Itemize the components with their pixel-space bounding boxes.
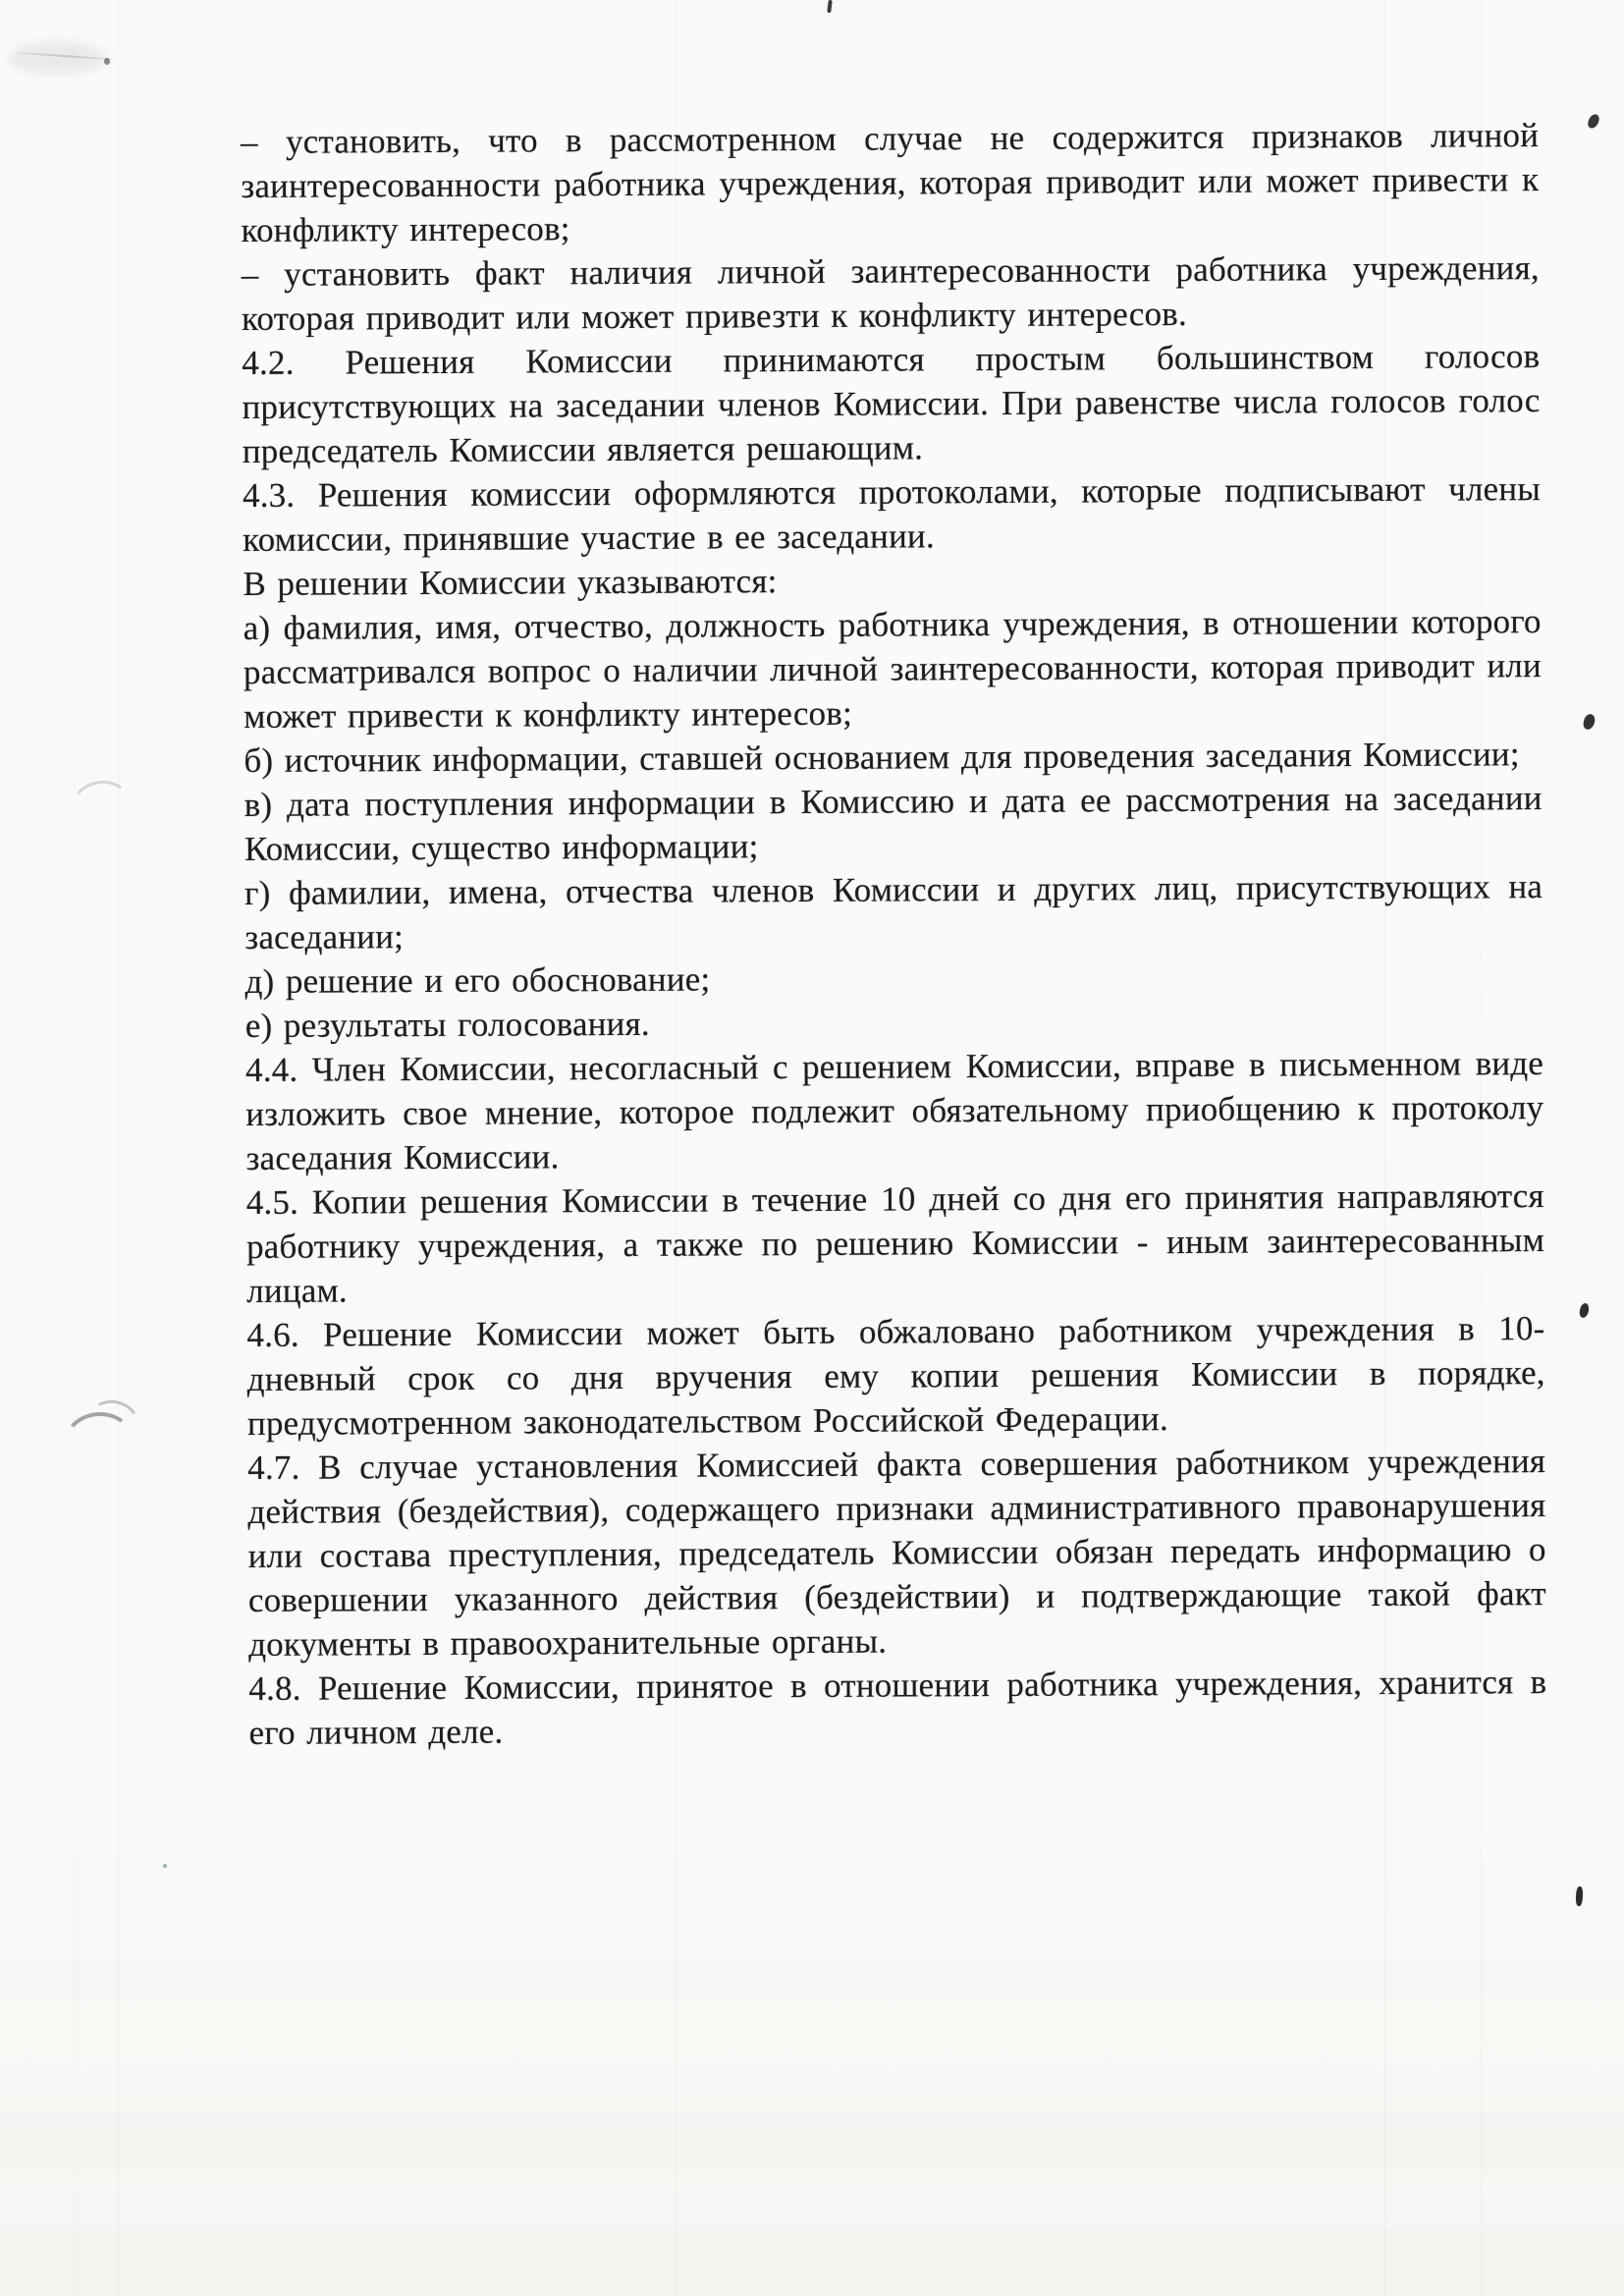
scanner-streak — [118, 0, 120, 2296]
paragraph-item-v: в) дата поступления информации в Комиссию и дата ее рассмотрения на заседании Комиссии, существо информации; — [244, 779, 1543, 868]
paragraph-4-6: 4.6. Решение Комиссии может быть обжаловано работником учреждения в 10-дневный срок со дня вручения ему копии решения Комиссии в порядке, предусмотренном законодательством Российской Федерации. — [246, 1309, 1545, 1443]
paragraph-item-b: б) источник информации, ставшей основанием для проведения заседания Комиссии; — [244, 735, 1520, 780]
paragraph-4-3: 4.3. Решения комиссии оформляются протоколами, которые подписывают члены комиссии, принявшие участие в ее заседании. — [242, 469, 1542, 559]
paragraph-item-d: д) решение и его обоснование; — [244, 959, 711, 1001]
toner-band — [0, 1959, 1624, 1998]
scan-dot-blue — [163, 1864, 167, 1868]
scan-tick-top-edge — [827, 0, 833, 13]
paragraph-item-a: а) фамилия, имя, отчество, должность работника учреждения, в отношении которого рассматривался вопрос о наличии личной заинтересованности, которая приводит или может привести к конфликту интересов; — [243, 602, 1543, 736]
hole-punch-shadow-upper — [67, 777, 136, 842]
document-body — [241, 113, 1547, 1755]
toner-band — [0, 2227, 1624, 2296]
paragraph-4-4: 4.4. Член Комиссии, несогласный с решением Комиссии, вправе в письменном виде изложить свое мнение, которое подлежит обязательному приобщению к протоколу заседания Комиссии. — [244, 1044, 1544, 1177]
ink-speck-right-4 — [1575, 1886, 1583, 1906]
ink-speck-right-3 — [1579, 1302, 1590, 1318]
ink-speck-right-1 — [1586, 113, 1600, 131]
scanner-streak — [74, 0, 76, 2296]
paragraph-dash-item-2: – установить факт наличия личной заинтересованности работника учреждения, которая приводит или может привезти к конфликту интересов. — [241, 248, 1540, 338]
toner-band — [0, 2111, 1624, 2170]
scan-dot — [104, 58, 110, 65]
paragraph-item-g: г) фамилии, имена, отчества членов Комиссии и других лиц, присутствующих на заседании; — [244, 867, 1543, 957]
paragraph-4-8: 4.8. Решение Комиссии, принятое в отношении работника учреждения, хранится в его личном деле. — [248, 1663, 1547, 1752]
paragraph-4-2: 4.2. Решения Комиссии принимаются простым большинством голосов присутствующих на заседании членов Комиссии. При равенстве числа голосов голос председатель Комиссии является решающим. — [242, 337, 1541, 470]
paragraph-item-e: е) результаты голосования. — [244, 1004, 650, 1045]
paragraph-intro-list: В решении Комиссии указываются: — [243, 562, 778, 603]
paragraph-4-7: 4.7. В случае установления Комиссией факта совершения работником учреждения действия (бездействия), содержащего признаки административного правонарушения или состава преступления, председатель Комиссии обязан передать информацию о совершении указанного действия (бездействии) и подтверждающие такой факт документы в правоохранительные органы. — [247, 1442, 1546, 1664]
ink-speck-right-2 — [1582, 713, 1597, 731]
paragraph-dash-item-1: – установить, что в рассмотренном случае не содержится признаков личной заинтересованности работника учреждения, которая приводит или может привести к конфликту интересов; — [241, 116, 1540, 249]
paragraph-4-5: 4.5. Копии решения Комиссии в течение 10 дней со дня его принятия направляются работнику учреждения, а также по решению Комиссии - иным заинтересованным лицам. — [245, 1176, 1545, 1310]
